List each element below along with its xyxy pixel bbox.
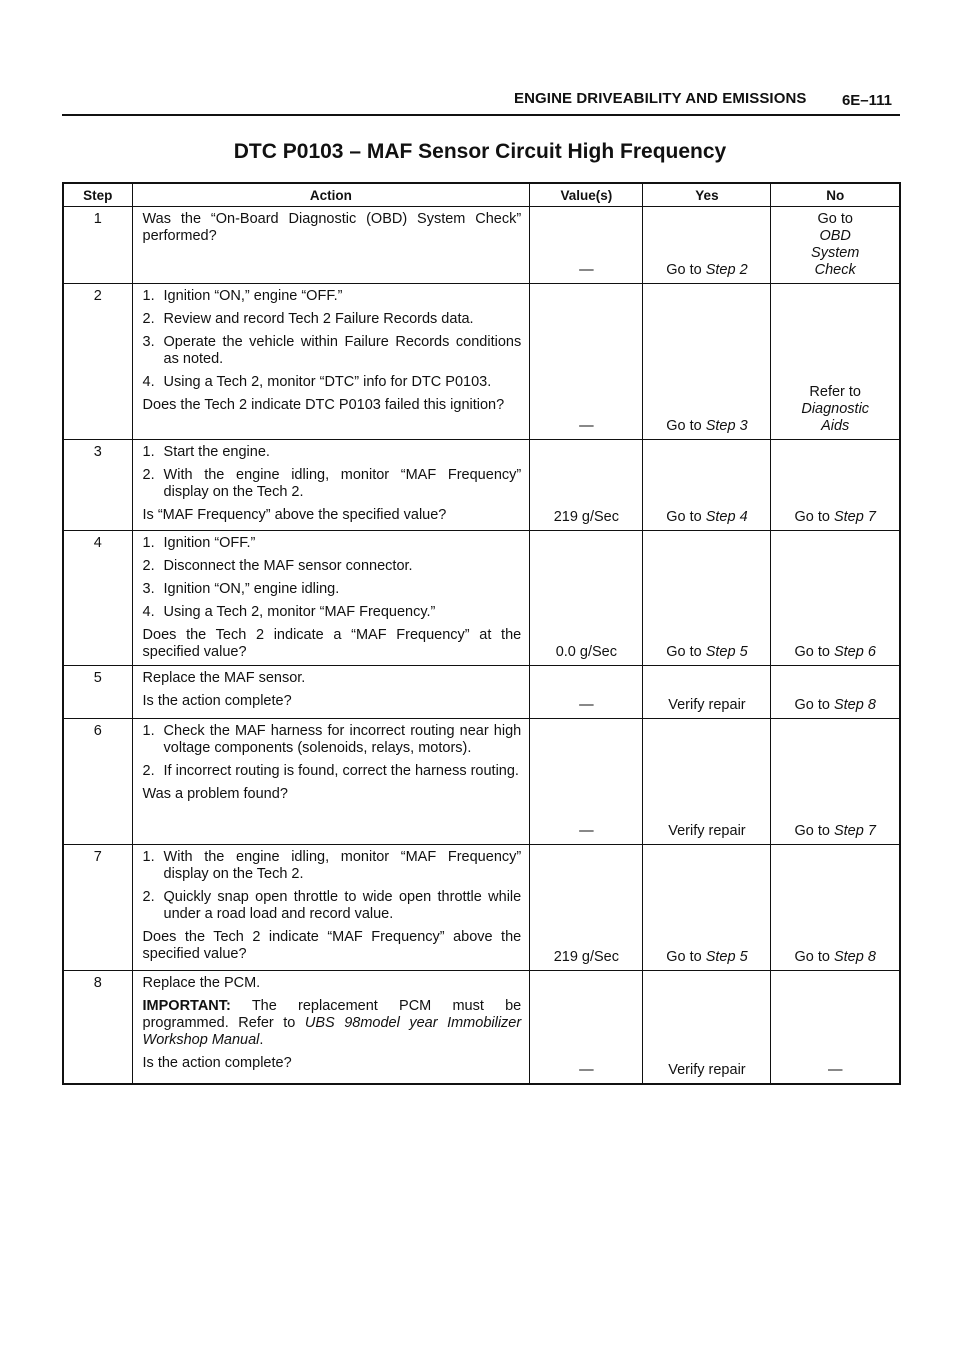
no-prefix: Go to [794,509,834,525]
page-header [62,88,900,116]
no-cell [771,207,900,284]
yes-prefix: Go to [666,509,706,525]
no-ref: Step 8 [833,949,876,965]
step-number: 1 [63,207,132,284]
list-item: 4. Using a Tech 2, monitor “MAF Frequency.” [142,604,436,620]
action-text: Replace the PCM. [142,975,261,991]
yes-step-ref: Step 3 [705,418,748,434]
table-row [63,207,900,284]
document-title: DTC P0103 – MAF Sensor Circuit High Frequency [233,140,727,163]
yes-step-ref: Step 5 [705,949,748,965]
important-note: IMPORTANT: The replacement PCM must be programmed. Refer to UBS 98model year Immobilizer Workshop Manual. [142,998,522,1048]
no-cell [771,440,900,531]
table-header-row [63,183,900,207]
action-cell [132,845,530,971]
table-row [63,666,900,719]
list-item: 3. Operate the vehicle within Failure Records conditions as noted. [142,334,522,367]
yes-cell: Verify repair [643,666,771,719]
value-cell: — [530,207,643,284]
no-cell [771,666,900,719]
yes-prefix: Go to [666,644,706,660]
list-item: 2. Disconnect the MAF sensor connector. [142,558,413,574]
no-cell: — [771,971,900,1084]
action-cell [132,531,530,666]
no-prefix: Go to [794,697,834,713]
no-cell [771,284,900,440]
no-ref: Step 8 [833,697,876,713]
question: Is the action complete? [142,693,292,709]
section-title: ENGINE DRIVEABILITY AND EMISSIONS [514,90,807,107]
list-item: 2. If incorrect routing is found, correct the harness routing. [142,763,519,779]
value-cell: 219 g/Sec [530,845,643,971]
value-cell: — [530,666,643,719]
yes-cell [643,440,771,531]
yes-cell [643,531,771,666]
step-number: 8 [63,971,132,1084]
no-prefix: Go to [794,823,834,839]
action-cell [132,971,530,1084]
yes-prefix: Go to [666,262,706,278]
no-cell [771,719,900,845]
step-number: 4 [63,531,132,666]
value-cell: 219 g/Sec [530,440,643,531]
step-number: 7 [63,845,132,971]
yes-step-ref: Step 4 [705,509,748,525]
list-item: 1. With the engine idling, monitor “MAF Frequency” display on the Tech 2. [142,849,522,882]
col-step: Step [63,183,132,207]
step-number: 2 [63,284,132,440]
no-ref: Step 7 [833,823,876,839]
yes-step-ref: Step 2 [705,262,748,278]
table-row [63,971,900,1084]
list-item: 4. Using a Tech 2, monitor “DTC” info for DTC P0103. [142,374,492,390]
no-prefix: Go to [817,211,853,227]
list-item: 1. Ignition “ON,” engine “OFF.” [142,288,343,304]
action-cell [132,440,530,531]
col-action: Action [132,183,530,207]
col-yes: Yes [643,183,771,207]
table-row [63,284,900,440]
value-cell: — [530,284,643,440]
question: Is “MAF Frequency” above the specified value? [142,507,447,523]
list-item: 2. Review and record Tech 2 Failure Records data. [142,311,474,327]
yes-cell [643,284,771,440]
list-item: 1. Start the engine. [142,444,270,460]
step-number: 6 [63,719,132,845]
step-number: 3 [63,440,132,531]
list-item: 2. With the engine idling, monitor “MAF Frequency” display on the Tech 2. [142,467,522,500]
no-ref: Step 7 [833,509,876,525]
yes-cell [643,845,771,971]
table-row [63,845,900,971]
no-ref: Step 6 [833,644,876,660]
action-cell [132,207,530,284]
question: Does the Tech 2 indicate a “MAF Frequency” at the specified value? [142,627,522,660]
value-cell: — [530,971,643,1084]
action-text: Replace the MAF sensor. [142,670,306,686]
list-item: 3. Ignition “ON,” engine idling. [142,581,340,597]
important-label: IMPORTANT: [142,998,231,1014]
action-cell [132,666,530,719]
action-cell [132,284,530,440]
yes-prefix: Go to [666,949,706,965]
value-cell: 0.0 g/Sec [530,531,643,666]
question: Does the Tech 2 indicate DTC P0103 failed this ignition? [142,397,505,413]
yes-cell [643,207,771,284]
table-row [63,440,900,531]
no-prefix: Refer to [809,384,861,400]
diagnostic-table [62,182,901,1085]
col-no: No [771,183,900,207]
col-value: Value(s) [530,183,643,207]
yes-cell: Verify repair [643,971,771,1084]
list-item: 1. Ignition “OFF.” [142,535,256,551]
no-cell [771,531,900,666]
no-cell [771,845,900,971]
question: Was the “On-Board Diagnostic (OBD) System Check” performed? [142,211,522,244]
important-text: The replacement PCM must be programmed. Refer to [142,998,522,1031]
yes-step-ref: Step 5 [705,644,748,660]
no-prefix: Go to [794,949,834,965]
no-ref: OBD System Check [811,228,860,278]
value-cell: — [530,719,643,845]
list-item: 2. Quickly snap open throttle to wide open throttle while under a road load and record value. [142,889,522,922]
step-number: 5 [63,666,132,719]
question: Is the action complete? [142,1055,292,1071]
question: Does the Tech 2 indicate “MAF Frequency” above the specified value? [142,929,522,962]
table-row [63,719,900,845]
yes-prefix: Go to [666,418,706,434]
no-prefix: Go to [794,644,834,660]
question: Was a problem found? [142,786,288,802]
table-row [63,531,900,666]
action-cell [132,719,530,845]
manual-reference: UBS 98model year Immobilizer Workshop Manual [142,1015,522,1048]
list-item: 1. Check the MAF harness for incorrect routing near high voltage components (solenoids, relays, motors). [142,723,522,756]
yes-cell: Verify repair [643,719,771,845]
no-ref: Diagnostic Aids [801,401,870,434]
page-number: 6E–111 [841,92,892,109]
